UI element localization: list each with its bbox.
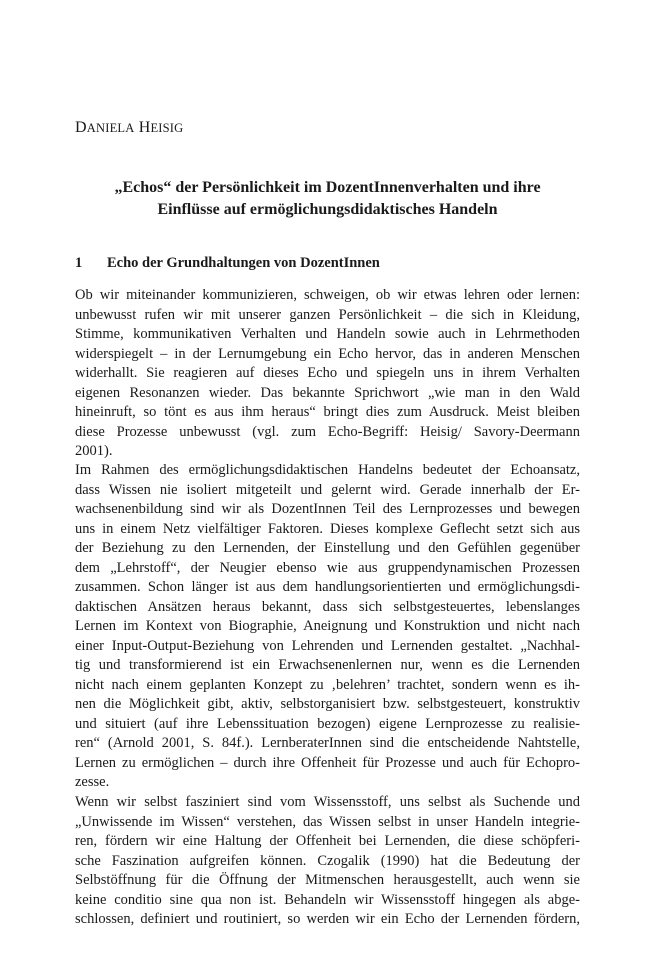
text-line: dem „Lehrstoff“, der Neugier ebenso wie aus gruppendynamischen Prozessen [75, 559, 580, 576]
text-line: Wenn wir selbst fasziniert sind vom Wissensstoff, uns selbst als Suchende und [75, 794, 580, 810]
author-first-rest: ANIELA [86, 121, 135, 135]
text-line: „Unwissende im Wissen“ verstehen, das Wissen selbst in unser Handeln integrie- [75, 813, 580, 830]
author-name [75, 119, 183, 137]
body-paragraph [75, 793, 580, 930]
text-line: nen die Möglichkeit gibt, aktiv, selbstorganisiert bzw. selbstgesteuert, konstruktiv [75, 696, 580, 712]
text-line: diese Prozesse unbewusst (vgl. zum Echo-Begriff: Heisig/ Savory-Deermann [75, 423, 580, 440]
text-line: ren“ (Arnold 2001, S. 84f.). LernberaterInnen sind die entscheidende Nahtstelle, [75, 735, 580, 751]
text-line: eigenen Resonanzen wieder. Das bekannte Sprichwort „wie man in den Wald [75, 384, 580, 401]
text-line: hineinruft, so tönt es aus ihm heraus“ bringt dies zum Ausdruck. Meist bleiben [75, 404, 580, 420]
chapter-title [75, 177, 580, 221]
text-line: Selbstöffnung für die Öffnung der Mitmenschen herausgestellt, auch wenn sie [75, 872, 580, 888]
text-line: unbewusst rufen wir mit unserer ganzen Persönlichkeit – die sich in Kleidung, [75, 306, 580, 323]
text-line: zusammen. Schon länger ist aus dem handlungsorientierten und ermöglichungsdi- [75, 579, 580, 595]
text-line: wachsenenbildung sind wir als DozentInnen Teil des Lernprozesses und bewegen [75, 501, 580, 517]
text-line: 2001). [75, 443, 113, 459]
chapter-title-line: „Echos“ der Persönlichkeit im DozentInnenverhalten und ihre [114, 179, 541, 196]
text-line: dass Wissen nie isoliert mitgeteilt und gelernt wird. Gerade innerhalb der Er- [75, 481, 580, 498]
text-line: Ob wir miteinander kommunizieren, schweigen, ob wir etwas lehren oder lernen: [75, 287, 580, 303]
author-first-initial: D [75, 119, 87, 136]
body-paragraph [75, 286, 580, 462]
text-line: nicht nach einem geplanten Konzept zu ‚belehren’ trachtet, sondern wenn es ih- [75, 676, 580, 693]
text-line: und situiert (auf ihre Lebenssituation bezogen) eigene Lernprozesse zu realisie- [75, 715, 580, 732]
text-line: Lernen im Kontext von Biographie, Aneignung und Konstruktion und nicht nach [75, 618, 580, 634]
author-last-initial: H [138, 119, 151, 136]
text-line: widerspiegelt – in der Lernumgebung ein Echo hervor, das in anderen Menschen [75, 345, 580, 362]
text-line: Lernen zu ermöglichen – durch ihre Offenheit für Prozesse und auch für Echopro- [75, 754, 580, 771]
text-line: schlossen, definiert und routiniert, so werden wir ein Echo der Lernenden fördern, [75, 911, 580, 927]
text-line: Im Rahmen des ermöglichungsdidaktischen Handelns bedeutet der Echoansatz, [75, 462, 580, 478]
author-last-rest: EISIG [150, 121, 184, 135]
text-line: keine conditio sine qua non ist. Behandeln wir Wissensstoff hingegen als abge- [75, 891, 580, 908]
text-line: sche Faszination aufgreifen können. Czogalik (1990) hat die Bedeutung der [75, 852, 580, 869]
text-line: widerhallt. Sie reagieren auf dieses Echo und spiegeln uns in ihrem Verhalten [75, 365, 580, 381]
chapter-title-line: Einflüsse auf ermöglichungsdidaktisches Handeln [157, 201, 498, 218]
text-line: ren, fördern wir eine Haltung der Offenheit bei Lernenden, die diese schöpferi- [75, 833, 580, 849]
text-line: daktischen Ansätzen heraus bekannt, dass sich selbstgesteuertes, lebenslanges [75, 598, 580, 615]
text-line: einer Input-Output-Beziehung von Lehrenden und Lernenden gestaltet. „Nachhal- [75, 637, 580, 654]
section-heading-text: Echo der Grundhaltungen von DozentInnen [107, 255, 380, 271]
text-line: uns in einem Netz vielfältiger Faktoren. Dieses komplexe Geflecht setzt sich aus [75, 520, 580, 537]
text-line: zesse. [75, 774, 110, 790]
body-paragraph [75, 461, 580, 793]
text-line: der Beziehung zu den Lernenden, der Einstellung und den Gefühlen gegenüber [75, 540, 580, 556]
section-heading [75, 255, 380, 272]
text-line: Stimme, kommunikativen Verhalten und Handeln sowie auch in Lehrmethoden [75, 326, 580, 342]
section-number: 1 [75, 255, 83, 271]
text-line: tig und transformierend ist ein Erwachsenenlernen nur, wenn es die Lernenden [75, 657, 580, 673]
